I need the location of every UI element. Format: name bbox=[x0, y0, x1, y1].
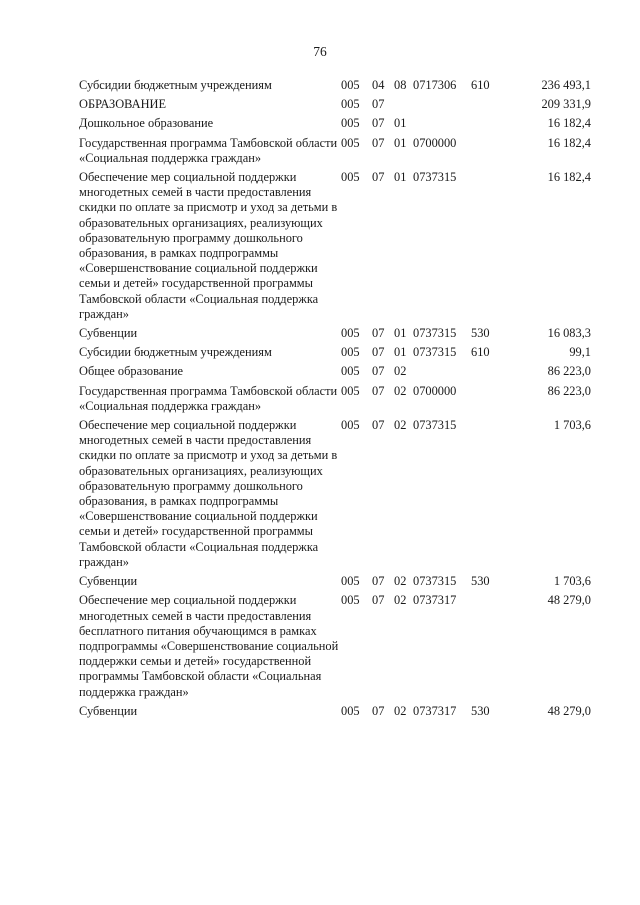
table-row bbox=[79, 169, 591, 325]
row-department-code: 005 bbox=[341, 97, 360, 112]
row-amount: 16 083,3 bbox=[547, 326, 591, 341]
table-row bbox=[79, 344, 591, 363]
row-department-code: 005 bbox=[341, 418, 360, 433]
row-section-code: 07 bbox=[372, 703, 385, 718]
table-row bbox=[79, 363, 591, 382]
row-target-article-code bbox=[413, 115, 471, 134]
row-section-code: 07 bbox=[372, 97, 385, 112]
row-section-code: 07 bbox=[372, 593, 385, 608]
row-department-code: 005 bbox=[341, 170, 360, 185]
row-expense-type-code: 610 bbox=[471, 78, 490, 92]
table-row bbox=[79, 592, 591, 702]
row-section-code: 07 bbox=[372, 418, 385, 433]
table-row bbox=[79, 325, 591, 344]
row-department-code: 005 bbox=[341, 345, 360, 360]
row-name: Дошкольное образование bbox=[79, 116, 214, 131]
row-subsection-code bbox=[394, 96, 413, 115]
row-amount: 1 703,6 bbox=[553, 418, 591, 433]
row-subsection-code: 01 bbox=[394, 116, 407, 131]
row-department-code: 005 bbox=[341, 135, 360, 150]
row-amount: 86 223,0 bbox=[547, 383, 591, 398]
row-section-code: 07 bbox=[372, 383, 385, 398]
row-name: Обеспечение мер социальной поддержки многодетных семей в части предоставления бесплатного питания обучающимся в рамках подпрограммы «Совершенствование социальной поддержки семьи и детей» государственной программы Тамбовской области «Социальная поддержка граждан» bbox=[79, 593, 339, 699]
budget-table bbox=[79, 77, 591, 722]
row-subsection-code: 02 bbox=[394, 383, 407, 398]
row-name: Государственная программа Тамбовской области «Социальная поддержка граждан» bbox=[79, 135, 338, 165]
row-department-code: 005 bbox=[341, 593, 360, 608]
row-name: ОБРАЗОВАНИЕ bbox=[79, 97, 167, 112]
row-expense-type-code: 610 bbox=[471, 345, 490, 360]
row-expense-type-code: 530 bbox=[471, 703, 490, 718]
row-subsection-code: 01 bbox=[394, 345, 407, 360]
row-expense-type-code bbox=[471, 592, 510, 702]
table-row bbox=[79, 77, 591, 96]
table-row bbox=[79, 96, 591, 115]
row-amount: 99,1 bbox=[569, 345, 591, 360]
row-target-article-code bbox=[413, 363, 471, 382]
row-expense-type-code bbox=[471, 135, 510, 169]
row-expense-type-code: 530 bbox=[471, 326, 490, 341]
row-subsection-code: 01 bbox=[394, 135, 407, 150]
row-department-code: 005 bbox=[341, 364, 360, 379]
row-subsection-code: 01 bbox=[394, 326, 407, 341]
row-expense-type-code bbox=[471, 96, 510, 115]
row-expense-type-code bbox=[471, 169, 510, 325]
table-row bbox=[79, 417, 591, 573]
row-name: Субвенции bbox=[79, 326, 138, 341]
row-name: Государственная программа Тамбовской области «Социальная поддержка граждан» bbox=[79, 383, 338, 413]
row-section-code: 07 bbox=[372, 170, 385, 185]
row-name: Субсидии бюджетным учреждениям bbox=[79, 345, 272, 360]
row-target-article-code: 0737315 bbox=[413, 170, 457, 185]
row-target-article-code: 0737317 bbox=[413, 593, 457, 608]
row-section-code: 07 bbox=[372, 116, 385, 131]
row-target-article-code: 0700000 bbox=[413, 135, 457, 150]
budget-table-body bbox=[79, 77, 591, 722]
row-subsection-code: 02 bbox=[394, 418, 407, 433]
row-department-code: 005 bbox=[341, 383, 360, 398]
row-department-code: 005 bbox=[341, 78, 360, 92]
row-amount: 209 331,9 bbox=[541, 97, 591, 112]
row-subsection-code: 02 bbox=[394, 574, 407, 589]
row-target-article-code: 0737315 bbox=[413, 574, 457, 589]
table-row bbox=[79, 383, 591, 417]
row-section-code: 04 bbox=[372, 78, 385, 92]
row-name: Субвенции bbox=[79, 703, 138, 718]
row-amount: 48 279,0 bbox=[547, 703, 591, 718]
table-row bbox=[79, 135, 591, 169]
row-subsection-code: 01 bbox=[394, 170, 407, 185]
row-department-code: 005 bbox=[341, 574, 360, 589]
row-expense-type-code: 530 bbox=[471, 574, 490, 589]
row-name: Субсидии бюджетным учреждениям bbox=[79, 78, 272, 92]
row-section-code: 07 bbox=[372, 574, 385, 589]
table-row bbox=[79, 703, 591, 722]
row-name: Обеспечение мер социальной поддержки многодетных семей в части предоставления скидки по оплате за присмотр и уход за детьми в образовательных организациях, реализующих образовательную программу дошкольного образования, в рамках подпрограммы «Совершенствование социальной поддержки семьи и детей» государственной программы Тамбовской области «Социальная поддержка граждан» bbox=[79, 170, 338, 321]
row-expense-type-code bbox=[471, 383, 510, 417]
row-target-article-code bbox=[413, 96, 471, 115]
row-expense-type-code bbox=[471, 363, 510, 382]
row-subsection-code: 02 bbox=[394, 593, 407, 608]
row-department-code: 005 bbox=[341, 703, 360, 718]
row-section-code: 07 bbox=[372, 135, 385, 150]
row-target-article-code: 0717306 bbox=[413, 78, 457, 92]
row-target-article-code: 0700000 bbox=[413, 383, 457, 398]
row-subsection-code: 08 bbox=[394, 78, 407, 92]
row-name: Общее образование bbox=[79, 364, 184, 379]
row-section-code: 07 bbox=[372, 326, 385, 341]
row-department-code: 005 bbox=[341, 326, 360, 341]
row-amount: 1 703,6 bbox=[553, 574, 591, 589]
row-amount: 48 279,0 bbox=[547, 593, 591, 608]
row-subsection-code: 02 bbox=[394, 364, 407, 379]
row-department-code: 005 bbox=[341, 116, 360, 131]
row-target-article-code: 0737315 bbox=[413, 418, 457, 433]
row-target-article-code: 0737315 bbox=[413, 326, 457, 341]
row-target-article-code: 0737317 bbox=[413, 703, 457, 718]
row-target-article-code: 0737315 bbox=[413, 345, 457, 360]
table-row bbox=[79, 115, 591, 134]
page-number: 76 bbox=[313, 44, 327, 59]
row-amount: 16 182,4 bbox=[547, 135, 591, 150]
row-name: Субвенции bbox=[79, 574, 138, 589]
row-amount: 16 182,4 bbox=[547, 116, 591, 131]
row-amount: 86 223,0 bbox=[547, 364, 591, 379]
row-section-code: 07 bbox=[372, 345, 385, 360]
row-amount: 236 493,1 bbox=[541, 78, 591, 92]
row-amount: 16 182,4 bbox=[547, 170, 591, 185]
row-subsection-code: 02 bbox=[394, 703, 407, 718]
row-expense-type-code bbox=[471, 417, 510, 573]
row-name: Обеспечение мер социальной поддержки многодетных семей в части предоставления скидки по оплате за присмотр и уход за детьми в образовательных организациях, реализующих образовательную программу дошкольного образования, в рамках подпрограммы «Совершенствование социальной поддержки семьи и детей» государственной программы Тамбовской области «Социальная поддержка граждан» bbox=[79, 418, 338, 569]
table-row bbox=[79, 573, 591, 592]
row-section-code: 07 bbox=[372, 364, 385, 379]
row-expense-type-code bbox=[471, 115, 510, 134]
